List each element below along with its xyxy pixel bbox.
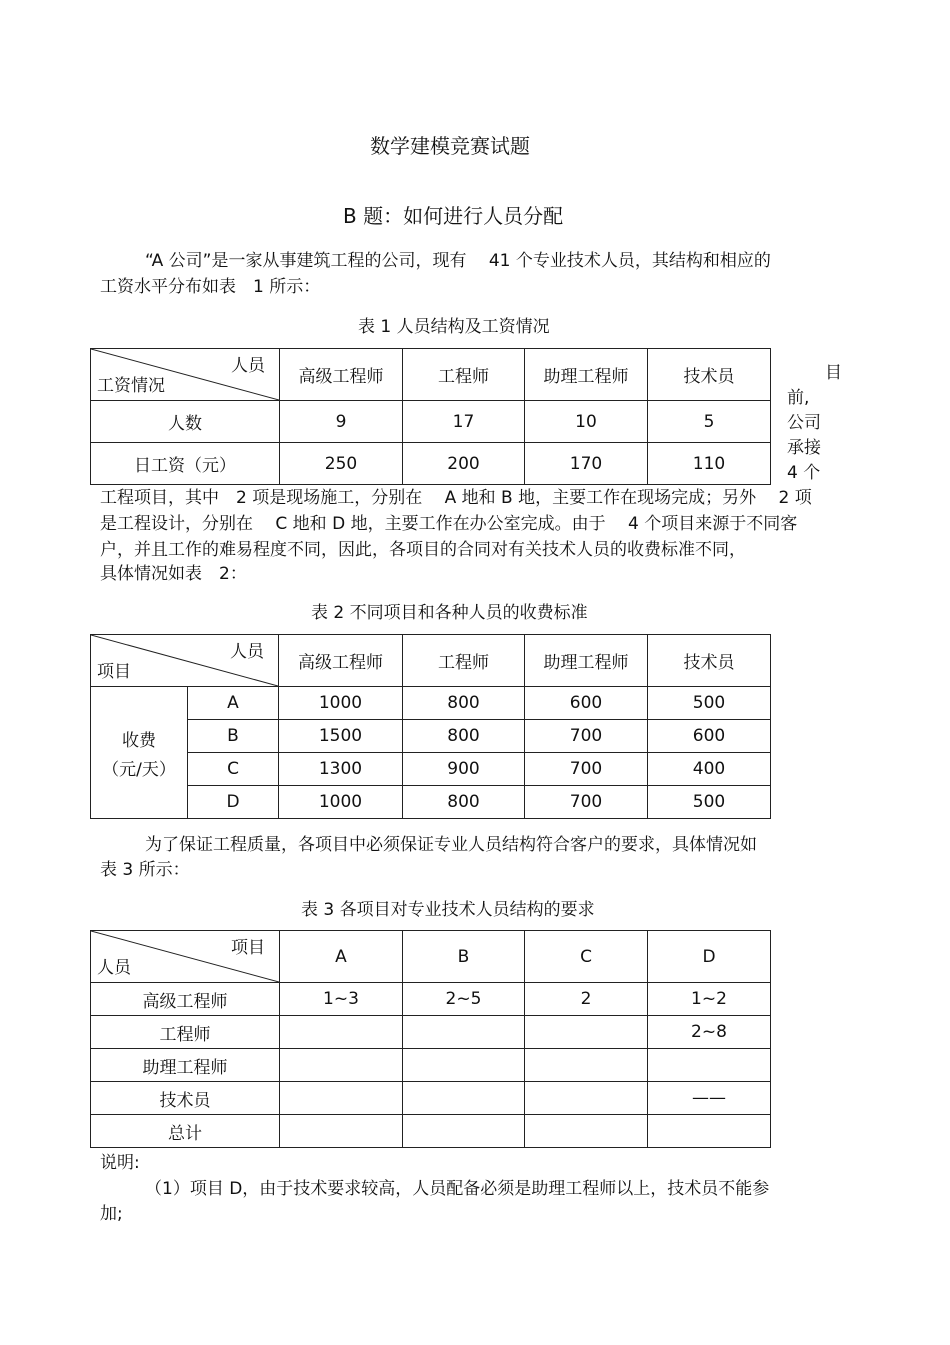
table2-project: A	[188, 687, 279, 720]
table3-cell	[280, 1082, 403, 1115]
para3-line-2: 表 3 所示：	[100, 860, 190, 880]
table3-row-label: 助理工程师	[91, 1049, 280, 1082]
table2-cell: 800	[403, 687, 525, 720]
table-row	[91, 786, 771, 819]
table2-col-header: 技术员	[648, 635, 771, 687]
table2-col-header: 助理工程师	[525, 635, 648, 687]
table2-project: D	[188, 786, 279, 819]
table2-cell: 1000	[279, 786, 403, 819]
notes-item1-line2: 加;	[100, 1204, 123, 1224]
table3-cell: 2~5	[403, 983, 525, 1016]
table1-caption: 表 1 人员结构及工资情况	[358, 317, 550, 337]
table2-caption: 表 2 不同项目和各种人员的收费标准	[311, 603, 588, 623]
table3-row-label: 总计	[91, 1115, 280, 1148]
side-text-1: 目	[825, 363, 842, 383]
table-row	[91, 443, 771, 485]
table1-cell: 17	[403, 401, 525, 443]
table1	[90, 348, 771, 485]
table2-project: C	[188, 753, 279, 786]
table3-col-header: C	[525, 931, 648, 983]
table1-cell: 5	[648, 401, 771, 443]
table3-col-header: A	[280, 931, 403, 983]
table3-cell	[525, 1049, 648, 1082]
table3-cell: 1~2	[648, 983, 771, 1016]
table3-row-label: 高级工程师	[91, 983, 280, 1016]
table-row	[91, 401, 771, 443]
table3-col-header: D	[648, 931, 771, 983]
side-text-2: 前,	[787, 388, 810, 408]
table2-cell: 800	[403, 786, 525, 819]
table1-cell: 110	[648, 443, 771, 485]
table2-project: B	[188, 720, 279, 753]
side-text-3: 公司	[787, 413, 821, 433]
table3-cell: 2	[525, 983, 648, 1016]
side-text-4: 承接	[787, 438, 821, 458]
table3-cell	[403, 1082, 525, 1115]
table2-group-label-line1: 收费	[122, 730, 156, 751]
table3-header-top: 项目	[231, 938, 265, 958]
table1-col-header: 助理工程师	[525, 349, 648, 401]
table2-cell: 900	[403, 753, 525, 786]
table3-corner-header	[91, 931, 280, 983]
table3-cell	[525, 1082, 648, 1115]
para3-line-1: 为了保证工程质量，各项目中必须保证专业人员结构符合客户的要求，具体情况如	[145, 835, 757, 855]
table3-cell	[648, 1049, 771, 1082]
table3-header-bottom: 人员	[97, 958, 131, 978]
table3-row-label: 技术员	[91, 1082, 280, 1115]
table3-cell	[648, 1115, 771, 1148]
table1-cell: 10	[525, 401, 648, 443]
table3	[90, 930, 771, 1148]
table-row	[91, 753, 771, 786]
table1-cell: 9	[280, 401, 403, 443]
table2-cell: 1300	[279, 753, 403, 786]
intro-line-1: “A 公司”是一家从事建筑工程的公司，现有 41 个专业技术人员，其结构和相应的	[145, 251, 771, 271]
table2-cell: 600	[525, 687, 648, 720]
table1-col-header: 高级工程师	[280, 349, 403, 401]
para2-line-2: 是工程设计，分别在 C 地和 D 地，主要工作在办公室完成。由于 4 个项目来源于不同客	[100, 514, 798, 534]
table2-cell: 400	[648, 753, 771, 786]
table1-cell: 170	[525, 443, 648, 485]
table3-cell	[525, 1115, 648, 1148]
table3-caption: 表 3 各项目对专业技术人员结构的要求	[301, 900, 595, 920]
table-row	[91, 1049, 771, 1082]
table3-cell: 2~8	[648, 1016, 771, 1049]
table3-cell: 1~3	[280, 983, 403, 1016]
table1-corner-header	[91, 349, 280, 401]
table2-cell: 1500	[279, 720, 403, 753]
table1-header-bottom: 工资情况	[97, 376, 165, 396]
table-row	[91, 1016, 771, 1049]
para2-line-1: 工程项目，其中 2 项是现场施工，分别在 A 地和 B 地，主要工作在现场完成；另外 2 项	[100, 488, 812, 508]
table2-cell: 700	[525, 720, 648, 753]
side-text-5: 4 个	[787, 463, 821, 483]
table3-cell	[280, 1016, 403, 1049]
table2-group-label-line2: （元/天）	[102, 759, 176, 780]
table2-header-top: 人员	[230, 642, 264, 662]
table3-cell	[280, 1115, 403, 1148]
notes-heading: 说明:	[100, 1153, 140, 1173]
table-row	[91, 1115, 771, 1148]
table1-col-header: 技术员	[648, 349, 771, 401]
table2	[90, 634, 771, 819]
document-title: 数学建模竞赛试题	[370, 134, 530, 158]
table3-cell: ——	[648, 1082, 771, 1115]
table2-col-header: 工程师	[403, 635, 525, 687]
table1-row-label: 人数	[91, 401, 280, 443]
table2-col-header: 高级工程师	[279, 635, 403, 687]
table2-cell: 500	[648, 687, 771, 720]
para2-line-3: 户，并且工作的难易程度不同，因此，各项目的合同对有关技术人员的收费标准不同，	[100, 540, 746, 560]
table2-cell: 500	[648, 786, 771, 819]
table-row	[91, 1082, 771, 1115]
table-row	[91, 983, 771, 1016]
table1-row-label: 日工资（元）	[91, 443, 280, 485]
intro-line-2: 工资水平分布如表 1 所示：	[100, 277, 321, 297]
table1-header-top: 人员	[231, 356, 265, 376]
table-row	[91, 720, 771, 753]
table3-row-label: 工程师	[91, 1016, 280, 1049]
table2-cell: 800	[403, 720, 525, 753]
table1-col-header: 工程师	[403, 349, 525, 401]
table1-cell: 200	[403, 443, 525, 485]
table3-cell	[403, 1016, 525, 1049]
table2-cell: 700	[525, 786, 648, 819]
notes-item1-line1: （1）项目 D，由于技术要求较高，人员配备必须是助理工程师以上，技术员不能参	[145, 1179, 770, 1199]
table2-cell: 700	[525, 753, 648, 786]
table3-cell	[403, 1049, 525, 1082]
table3-cell	[403, 1115, 525, 1148]
table3-cell	[280, 1049, 403, 1082]
table2-group-label	[91, 687, 188, 819]
table-row	[91, 687, 771, 720]
table2-cell: 1000	[279, 687, 403, 720]
table1-cell: 250	[280, 443, 403, 485]
problem-title: B 题：如何进行人员分配	[343, 204, 564, 228]
table2-corner-header	[91, 635, 279, 687]
table2-cell: 600	[648, 720, 771, 753]
table3-col-header: B	[403, 931, 525, 983]
table3-cell	[525, 1016, 648, 1049]
para2-line-4: 具体情况如表 2：	[100, 564, 247, 584]
table2-header-bottom: 项目	[97, 662, 131, 682]
